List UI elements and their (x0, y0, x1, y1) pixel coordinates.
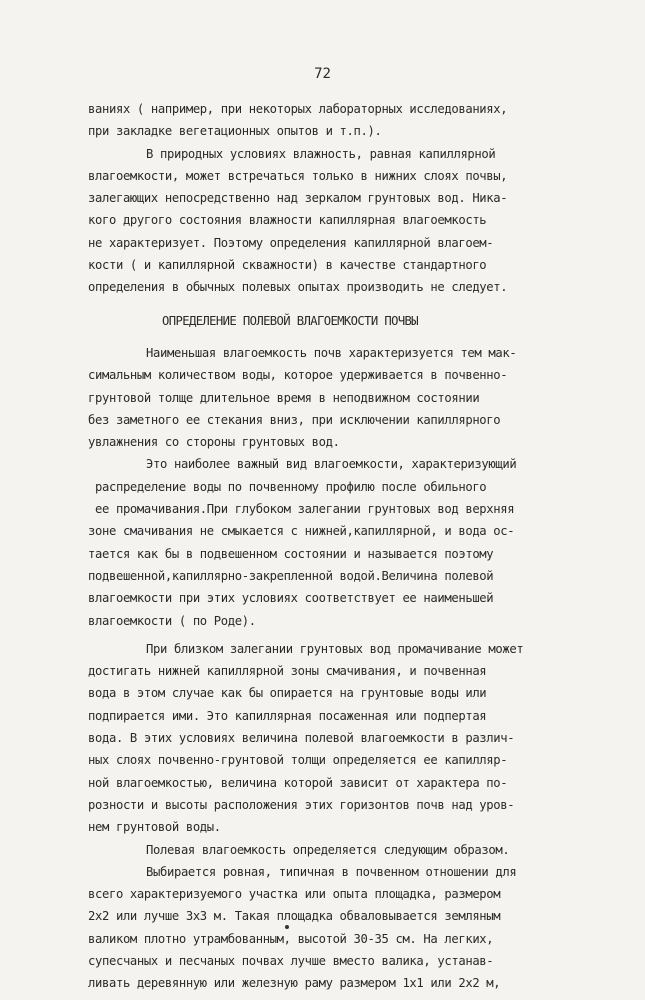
text-line: кости ( и капиллярной скважности) в качестве стандартного (88, 258, 487, 273)
page-number: 72 (314, 66, 331, 82)
text-line: ваниях ( например, при некоторых лабораторных исследованиях, (88, 102, 508, 116)
text-line: ной влагоемкостью, величина которой зависит от характера по- (88, 775, 508, 790)
text-line: распределение воды по почвенному профилю после обильного (88, 479, 487, 494)
text-line: без заметного ее стекания вниз, при исключении капиллярного (88, 412, 501, 427)
text-line: подвешенной,капиллярно-закрепленной водой.Величина полевой (88, 568, 494, 583)
text-line: вода. В этих условиях величина полевой влагоемкости в различ- (88, 731, 515, 746)
text-line: достигать нижней капиллярной зоны смачивания, и почвенная (88, 664, 487, 679)
section-heading-row (88, 310, 588, 332)
text-line: розности и высоты расположения этих горизонтов почв над уров- (88, 797, 515, 812)
section-heading: ОПРЕДЕЛЕНИЕ ПОЛЕВОЙ ВЛАГОЕМКОСТИ ПОЧВЫ (162, 313, 419, 328)
text-line: залегающих непосредственно над зеркалом грунтовых вод. Ника- (88, 191, 508, 206)
text-line: грунтовой толще длительное время в неподвижном состоянии (88, 390, 480, 405)
text-line: зоне смачивания не смыкается с нижней,капиллярной, и вода ос- (88, 524, 515, 539)
text-line: влагоемкости при этих условиях соответствует ее наименьшей (88, 591, 494, 606)
text-line: влагоемкости ( по Роде). (88, 613, 256, 628)
text-line: нем грунтовой воды. (88, 820, 221, 835)
text-line: 2х2 или лучше 3х3 м. Такая площадка обваловывается земляным (88, 909, 501, 924)
body-text (88, 98, 588, 995)
text-line: вода в этом случае как бы опирается на грунтовые воды или (88, 686, 487, 701)
text-line: влагоемкости, может встречаться только в нижних слоях почвы, (88, 168, 508, 183)
text-line: всего характеризуемого участка или опыта площадка, размером (88, 887, 501, 902)
text-line: Это наиболее важный вид влагоемкости, характеризующий (146, 457, 517, 472)
text-line: супесчаных и песчаных почвах лучше вместо валика, устанав- (88, 953, 494, 968)
text-line: В природных условиях влажность, равная капиллярной (146, 146, 496, 161)
text-line: при закладке вегетационных опытов и т.п.). (88, 124, 382, 139)
text-line: ее промачивания.При глубоком залегании грунтовых вод верхняя (88, 502, 515, 517)
text-line: ливать деревянную или железную раму размером 1х1 или 2х2 м, (88, 976, 501, 991)
text-line: увлажнения со стороны грунтовых вод. (88, 435, 340, 450)
text-line: валиком плотно утрамбованным, высотой 30-35 см. На легких, (88, 931, 494, 946)
text-line: ных слоях почвенно-грунтовой толщи определяется ее капилляр- (88, 753, 508, 768)
text-line: не характеризует. Поэтому определения капиллярной влагоем- (88, 235, 494, 250)
text-line: Выбирается ровная, типичная в почвенном отношении для (146, 864, 517, 879)
text-line: кого другого состояния влажности капиллярная влагоемкость (88, 213, 487, 228)
text-line: симальным количеством воды, которое удерживается в почвенно- (88, 368, 508, 383)
text-line: подпирается ими. Это капиллярная посаженная или подпертая (88, 708, 487, 723)
text-line: определения в обычных полевых опытах производить не следует. (88, 280, 508, 295)
text-line: При близком залегании грунтовых вод промачивание может (146, 641, 524, 656)
text-line: тается как бы в подвешенном состоянии и называется поэтому (88, 546, 494, 561)
ink-dot (285, 925, 289, 929)
text-line: Полевая влагоемкость определяется следующим образом. (146, 842, 510, 857)
text-line: Наименьшая влагоемкость почв характеризуется тем мак- (146, 345, 517, 360)
